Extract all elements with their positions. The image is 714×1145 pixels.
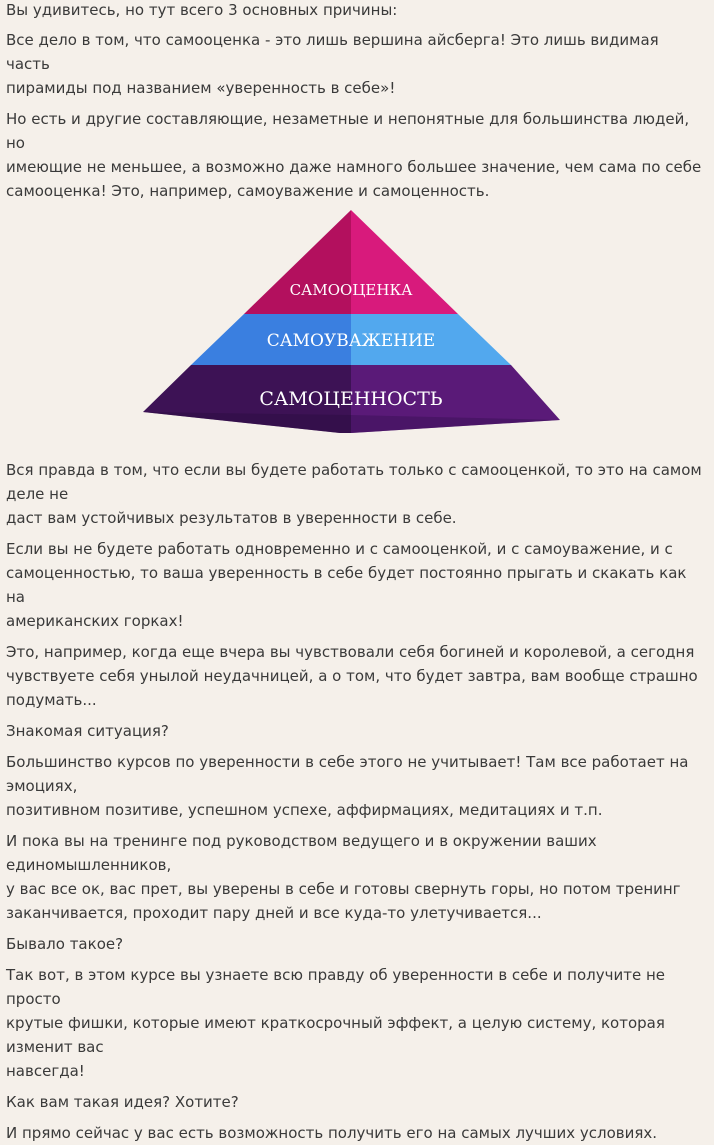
paragraph-line: Так вот, в этом курсе вы узнаете всю правду об уверенности в себе и получите не просто	[6, 966, 666, 1008]
paragraph-line: у вас все ок, вас прет, вы уверены в себе и готовы свернуть горы, но потом тренинг	[6, 880, 681, 898]
paragraph-line: навсегда!	[6, 1062, 85, 1080]
pyramid-label-bottom: САМОЦЕННОСТЬ	[259, 388, 443, 410]
paragraph-line: чувствуете себя унылой неудачницей, а о том, что будет завтра, вам вообще страшно	[6, 667, 698, 685]
paragraph-line: позитивном позитиве, успешном успехе, аффирмациях, медитациях и т.п.	[6, 801, 603, 819]
paragraph-line: И прямо сейчас у вас есть возможность получить его на самых лучших условиях.	[6, 1124, 658, 1142]
paragraph-line: даст вам устойчивых результатов в уверенности в себе.	[6, 509, 457, 527]
paragraph-line: самоценностью, то ваша уверенность в себе будет постоянно прыгать и скакать как на	[6, 564, 687, 606]
paragraph-line: Вы удивитесь, но тут всего 3 основных причины:	[6, 1, 398, 19]
paragraph-line: Это, например, когда еще вчера вы чувствовали себя богиней и королевой, а сегодня	[6, 643, 695, 661]
paragraph-line: самооценка! Это, например, самоуважение и самоценность.	[6, 182, 490, 200]
paragraph	[6, 458, 706, 530]
pyramid-bottom-shade	[143, 412, 351, 433]
paragraph-line: Но есть и другие составляющие, незаметные и непонятные для большинства людей, но	[6, 110, 690, 152]
paragraph	[6, 963, 706, 1083]
paragraph-line: заканчивается, проходит пару дней и все куда-то улетучивается...	[6, 904, 542, 922]
paragraph-line: Большинство курсов по уверенности в себе этого не учитывает! Там все работает на эмоциях,	[6, 753, 689, 795]
pyramid-graphic	[0, 210, 714, 450]
paragraph-line: Как вам такая идея? Хотите?	[6, 1093, 239, 1111]
paragraph	[6, 719, 706, 743]
paragraph-line: Все дело в том, что самооценка - это лишь вершина айсберга! Это лишь видимая часть	[6, 31, 659, 73]
pyramid-label-top: САМООЦЕНКА	[289, 281, 413, 299]
paragraph-line: Бывало такое?	[6, 935, 124, 953]
paragraph-line: Если вы не будете работать одновременно и с самооценкой, и с самоуважение, и с	[6, 540, 673, 558]
paragraph	[6, 537, 706, 633]
intro-text	[6, 0, 706, 203]
pyramid-label-middle: САМОУВАЖЕНИЕ	[266, 331, 436, 351]
paragraph-line: И пока вы на тренинге под руководством ведущего и в окружении ваших единомышленников,	[6, 832, 597, 874]
paragraph	[6, 0, 706, 22]
paragraph	[6, 28, 706, 100]
paragraph	[6, 1090, 706, 1114]
paragraph	[6, 750, 706, 822]
paragraph	[6, 1121, 706, 1145]
paragraph	[6, 829, 706, 925]
paragraph	[6, 932, 706, 956]
paragraph-line: Вся правда в том, что если вы будете работать только с самооценкой, то это на самом деле не	[6, 461, 702, 503]
paragraph	[6, 640, 706, 712]
paragraph-line: крутые фишки, которые имеют краткосрочный эффект, а целую систему, которая изменит вас	[6, 1014, 665, 1056]
confidence-pyramid	[0, 210, 714, 450]
paragraph-line: Знакомая ситуация?	[6, 722, 169, 740]
paragraph-line: имеющие не меньшее, а возможно даже намного большее значение, чем сама по себе	[6, 158, 702, 176]
paragraph-line: американских горках!	[6, 612, 184, 630]
paragraph-line: пирамиды под названием «уверенность в себе»!	[6, 79, 396, 97]
main-text	[6, 458, 706, 1145]
paragraph-line: подумать...	[6, 691, 97, 709]
paragraph	[6, 107, 706, 203]
